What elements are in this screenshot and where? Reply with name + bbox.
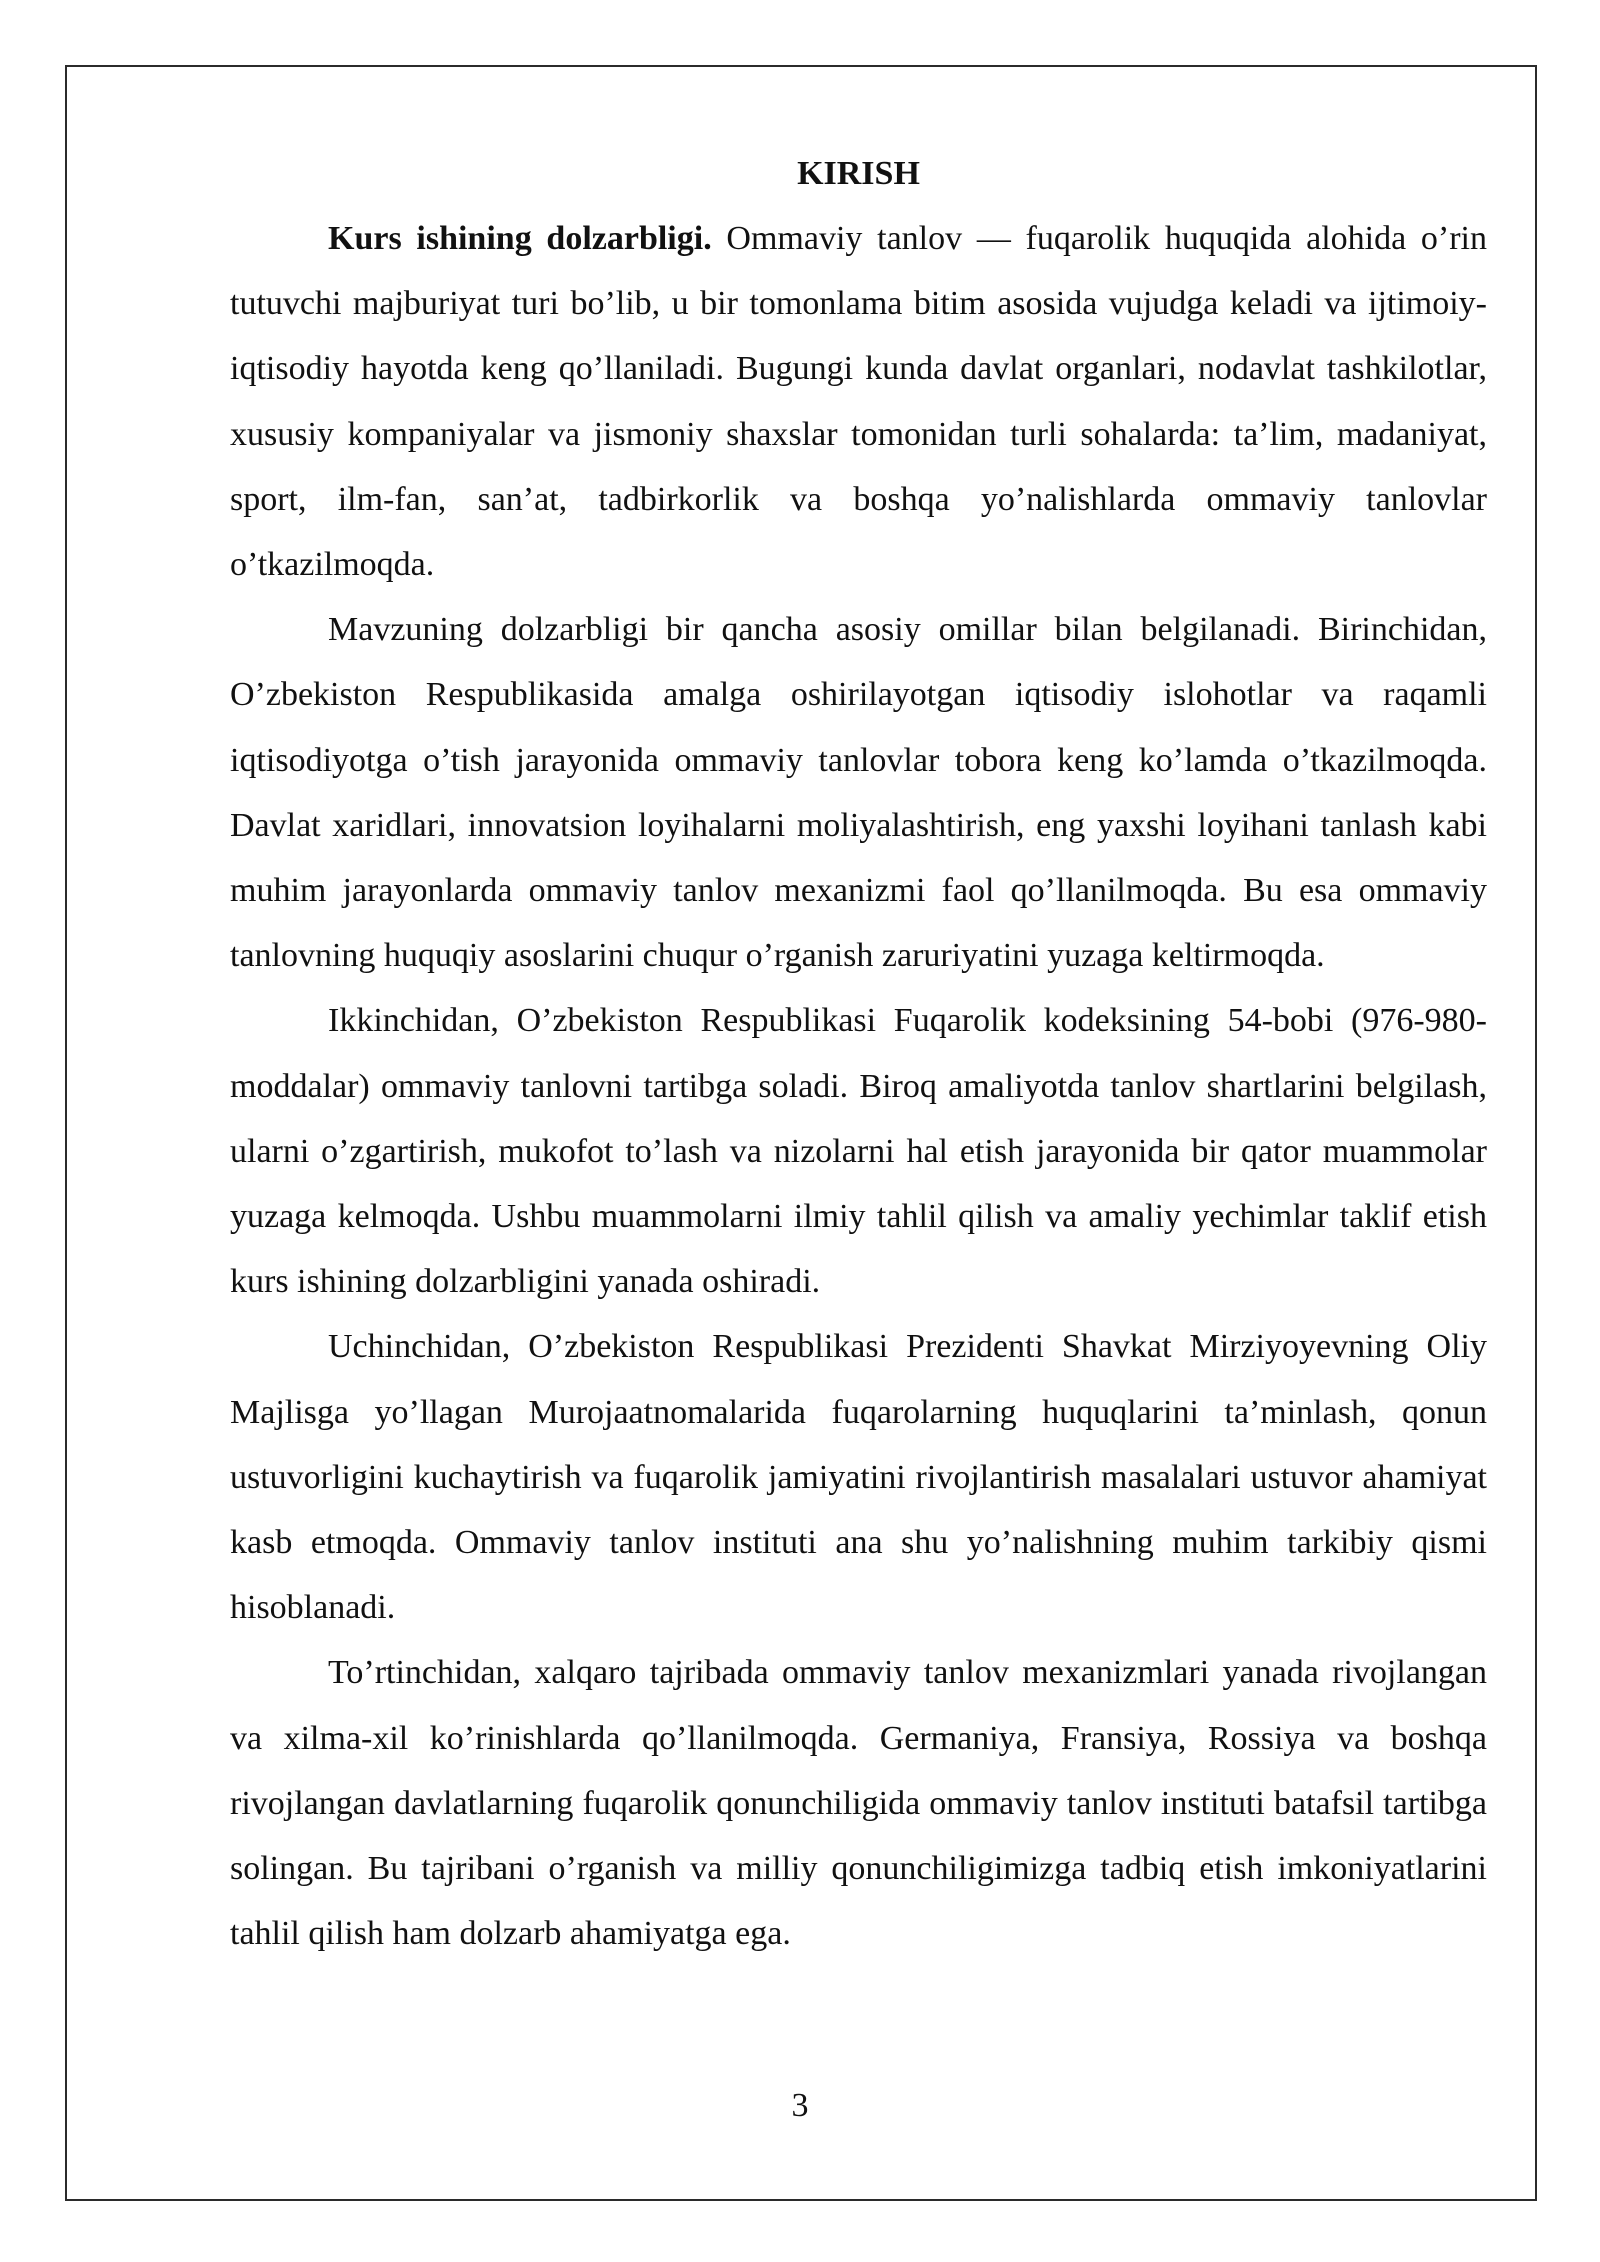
document-body xyxy=(230,148,1487,1966)
paragraph-third: Uchinchidan, O’zbekiston Respublikasi Prezidenti Shavkat Mirziyoyevning Oliy Majlisga yo’llagan Murojaatnomalarida fuqarolarning huquqlarini ta’minlash, qonun ustuvorligini kuchaytirish va fuqarolik jamiyatini rivojlantirish masalalari ustuvor ahamiyat kasb etmoqda. Ommaviy tanlov instituti ana shu yo’nalishning muhim tarkibiy qismi hisoblanadi. xyxy=(230,1328,1487,1627)
paragraph-text: Ommaviy tanlov — fuqarolik huquqida alohida o’rin tutuvchi majburiyat turi bo’lib, u bir tomonlama bitim asosida vujudga keladi va ijtimoiy-iqtisodiy hayotda keng qo’llaniladi. Bugungi kunda davlat organlari, nodavlat tashkilotlar, xususiy kompaniyalar va jismoniy shaxslar tomonidan turli sohalarda: ta’lim, madaniyat, sport, ilm-fan, san’at, tadbirkorlik va boshqa yo’nalishlarda ommaviy tanlovlar o’tkazilmoqda. xyxy=(230,220,1488,584)
paragraph-relevance xyxy=(230,206,1487,597)
paragraph-fourth: To’rtinchidan, xalqaro tajribada ommaviy tanlov mexanizmlari yanada rivojlangan va xilma-xil ko’rinishlarda qo’llanilmoqda. Germaniya, Fransiya, Rossiya va boshqa rivojlangan davlatlarning fuqarolik qonunchiligida ommaviy tanlov instituti batafsil tartibga solingan. Bu tajribani o’rganish va milliy qonunchiligimizga tadbiq etish imkoniyatlarini tahlil qilish ham dolzarb ahamiyatga ega. xyxy=(230,1654,1487,1953)
page-number: 3 xyxy=(791,2087,809,2124)
paragraph-second: Ikkinchidan, O’zbekiston Respublikasi Fuqarolik kodeksining 54-bobi (976-980-moddalar) ommaviy tanlovni tartibga soladi. Biroq amaliyotda tanlov shartlarini belgilash, ularni o’zgartirish, mukofot to’lash va nizolarni hal etish jarayonida bir qator muammolar yuzaga kelmoqda. Ushbu muammolarni ilmiy tahlil qilish va amaliy yechimlar taklif etish kurs ishining dolzarbligini yanada oshiradi. xyxy=(230,1002,1487,1301)
paragraph-factors: Mavzuning dolzarbligi bir qancha asosiy omillar bilan belgilanadi. Birinchidan, O’zbekiston Respublikasida amalga oshirilayotgan iqtisodiy islohotlar va raqamli iqtisodiyotga o’tish jarayonida ommaviy tanlovlar tobora keng ko’lamda o’tkazilmoqda. Davlat xaridlari, innovatsion loyihalarni moliyalashtirish, eng yaxshi loyihani tanlash kabi muhim jarayonlarda ommaviy tanlov mexanizmi faol qo’llanilmoqda. Bu esa ommaviy tanlovning huquqiy asoslarini chuqur o’rganish zaruriyatini yuzaga keltirmoqda. xyxy=(230,611,1487,975)
paragraph-lead: Kurs ishining dolzarbligi. xyxy=(328,220,712,257)
section-heading: KIRISH xyxy=(797,155,920,192)
